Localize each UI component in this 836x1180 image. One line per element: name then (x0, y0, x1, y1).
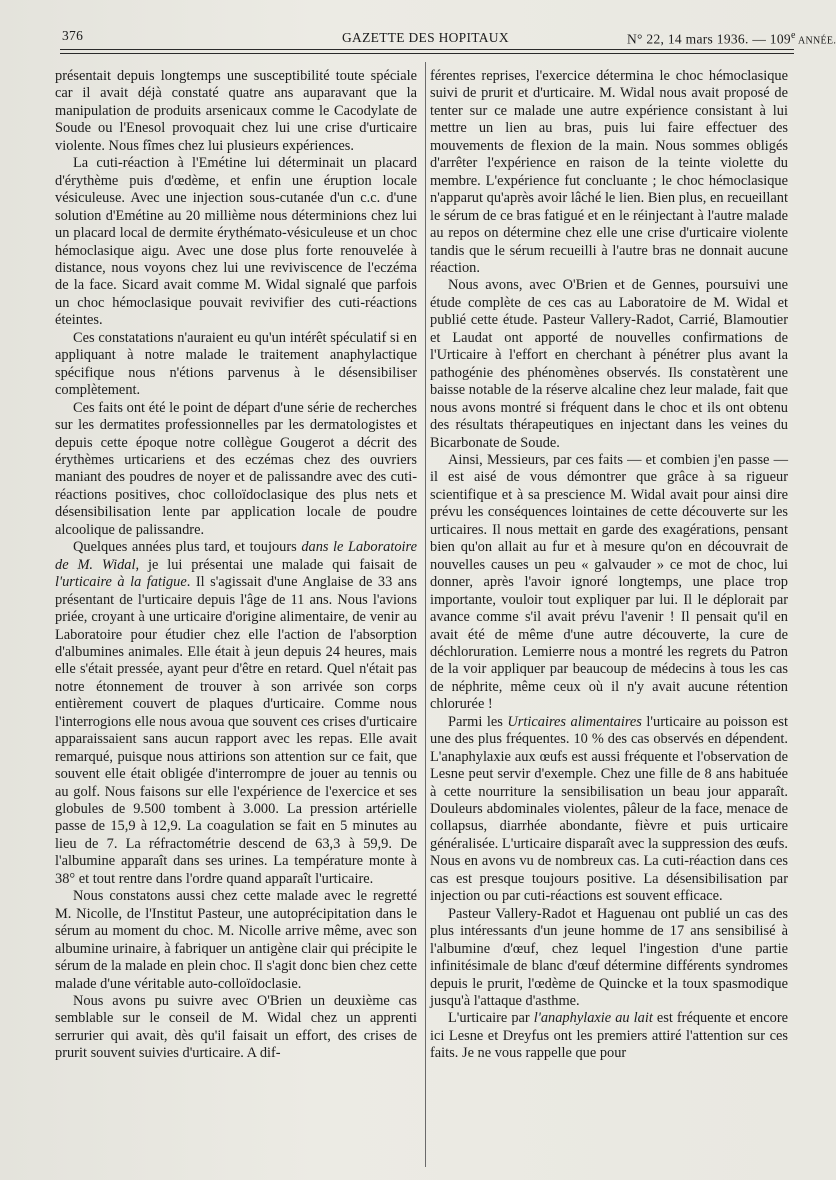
paragraph: Ces faits ont été le point de départ d'une série de recherches sur les dermatites professionnelles par les dermatologistes et depuis cette époque notre collègue Gougerot a décrit des érythèmes urticariens et des eczémas chez des ouvriers maniant des poudres de noyer et de palissandre avec des cuti-réactions positives, choc colloïdoclasique des plus nets et désensibilisation lente par application locale de poudre alcoolique de palissandre. (55, 399, 417, 538)
issue-date: N° 22, 14 mars 1936. — 109 (627, 31, 791, 47)
paragraph: Ces constatations n'auraient eu qu'un intérêt spéculatif si en appliquant à notre malade le traitement anaphylactique spécifique nous n'étions parvenus à le désensibiliser complètement. (55, 329, 417, 399)
paragraph: férentes reprises, l'exercice détermina le choc hémoclasique suivi de prurit et d'urticaire. M. Widal nous avait proposé de tenter sur ce malade une autre expérience consistant à lui mettre un lien au bras, puis lui faire effectuer des mouvements de flexion de la main. Nous sommes obligés d'arrêter l'expérience en raison de la teinte violette du membre. L'expérience fut concluante ; le choc hémoclasique n'apparut qu'après avoir lâché le lien. Bien plus, en recueillant le sérum de ce bras fatigué et en le réinjectant à l'autre malade au repos on détermine chez elle une crise d'urticaire violente tandis que le sérum recueilli à l'autre bras ne donnait aucune réaction. (430, 68, 788, 276)
header-rule-thick (60, 49, 794, 50)
page-number: 376 (62, 28, 84, 43)
right-column (430, 68, 788, 1063)
italic-run: l'anaphylaxie au lait (533, 1010, 653, 1027)
text-run: L'urticaire par (448, 1010, 534, 1027)
paragraph (55, 539, 417, 888)
paragraph: Nous constatons aussi chez cette malade avec le regretté M. Nicolle, de l'Institut Pasteur, une autoprécipitation dans le sérum au moment du choc. M. Nicolle arrive même, avec son albumine urinaire, à fabriquer un antigène clair qui précipite le sérum de la malade en plein choc. Il s'agit donc bien chez cette malade d'une véritable auto-colloïdoclasie. (55, 888, 417, 992)
text-run: . Il s'agissait d'une Anglaise de 33 ans présentant de l'urticaire depuis l'âge de 11 ans. Nous l'avions priée, croyant à une urticaire d'origine alimentaire, de venir au Laboratoire pour étudier chez elle l'action de l'absorption d'albumines animales. Elle était à jeun depuis 24 heures, mais elle s'était pressée, ayant peur d'être en retard. Quel n'était pas notre étonnement de trouver à son arrivée son corps entièrement couvert de plaques d'urticaire. Comme nous l'interrogions elle nous avoua que souvent ces crises d'urticaire apparaissaient sans aucun rapport avec les repas. Elle avait remarqué, puisque nous attirions son attention sur ce fait, que souvent elle était obligée d'interrompre de jouer au tennis ou au golf. Nous faisons sur elle l'expérience de l'exercice et ses globules de 9.500 tombent à 3.000. La pression artérielle passe de 15,9 à 12,9. La coagulation se fait en 5 minutes au lieu de 7. La réfractométrie descend de 63,3 à 59,9. De l'albumine apparaît dans ses urines. La température monte à 38° et tout rentre dans l'ordre quand apparaît l'urticaire. (55, 574, 417, 887)
paragraph: présentait depuis longtemps une susceptibilité toute spéciale car il avait déjà constaté quatre ans auparavant que la manipulation de produits arsenicaux comme le Cacodylate de Soude ou l'Enesol provoquait chez lui une crise d'urticaire violente. Nous fîmes chez lui plusieurs expériences. (55, 68, 417, 154)
running-header (62, 24, 836, 47)
paragraph: Pasteur Vallery-Radot et Haguenau ont publié un cas des plus intéressants d'un jeune homme de 17 ans sensibilisé à l'albumine d'œuf, chez lequel l'ingestion d'une partie infinitésimale de blanc d'œuf détermine différents syndromes depuis le prurit, l'œdème de Quincke et la toux spasmodique jusqu'à l'attaque d'asthme. (430, 905, 788, 1010)
issue-ordinal: e (790, 30, 796, 41)
text-run: Parmi les (448, 713, 508, 730)
italic-run: l'urticaire à la fatigue (55, 574, 187, 591)
paragraph: Ainsi, Messieurs, par ces faits — et combien j'en passe — il est aisé de vous démontrer que grâce à sa rigueur scientifique et à sa prescience M. Widal avait pour ainsi dire prévu les conséquences lointaines de cette découverte sur les urticaires. Il nous mettait en garde des exagérations, pensant bien qu'on allait au fur et à mesure qu'on en découvrait de nouvelles causes un peu « galvauder » ce mot de choc, lui donner, après l'avoir ignoré longtemps, une place trop importante, vouloir tout expliquer par lui. Il le déplorait par avance comme s'il avait prévu l'avenir ! Il pensait qu'il en avait été de même d'une autre découverte, la cure de déchloruration. Lemierre nous a montré les regrets du Patron de la voir appliquer par beaucoup de médecins à tous les cas de néphrite, même ceux où il n'y avait aucune rétention chlorurée ! (430, 451, 788, 713)
journal-title: GAZETTE DES HOPITAUX (342, 30, 509, 45)
paragraph: Nous avons pu suivre avec O'Brien un deuxième cas semblable sur le conseil de M. Widal chez un apprenti serrurier qui avait, dès qu'il faisait un effort, des crises de prurit souvent suivies d'urticaire. A dif- (55, 993, 417, 1062)
text-run: , je lui présentai une malade qui faisait de (135, 556, 417, 573)
text-run: est fréquente et encore ici Lesne et Dreyfus ont les premiers attiré l'attention sur ces faits. Je ne vous rappelle que pour (430, 1010, 789, 1062)
header-rule-thin (60, 53, 794, 54)
paragraph (430, 714, 788, 906)
text-run: l'urticaire au poisson est une des plus fréquentes. 10 % des cas observés en dépendent. L'anaphylaxie aux œufs est aussi fréquente et l'observation de Lesne peut servir d'exemple. Chez une fille de 8 ans habituée à cette nourriture la sensibilisation un beau jour apparaît. Douleurs abdominales violentes, pâleur de la face, menace de collapsus, diarrhée abondante, fièvre et puis urticaire généralisée. L'urticaire disparaît avec la suppression des œufs. Nous en avons vu de nombreux cas. La cuti-réaction dans ces cas est presque toujours positive. La désensibilisation par injection ou par cuti-réactions est souvent efficace. (430, 713, 789, 905)
column-divider (425, 62, 426, 1167)
paragraph: La cuti-réaction à l'Emétine lui déterminait un placard d'érythème puis d'œdème, et enfin une éruption locale vésiculeuse. Avec une injection sous-cutanée d'un c.c. d'une solution d'Emétine au 20 millième nous déterminions chez lui un placard local de dermite érythémato-vésiculeuse et un choc hémoclasique aigu. Avec une dose plus forte renouvelée à distance, nous voyons chez lui une reviviscence de l'eczéma de la face. Sicard avait comme M. Widal signalé que parfois un choc hémoclasique pouvait revivifier des cuti-réactions éteintes. (55, 155, 417, 329)
paragraph: Nous avons, avec O'Brien et de Gennes, poursuivi une étude complète de ces cas au Laboratoire de M. Widal et publié cette étude. Pasteur Vallery-Radot, Carrié, Blamoutier et Laudat ont apporté de nouvelles confirmations de l'Urticaire à l'effort en cherchant à pénétrer plus avant la pathogénie des phénomènes observés. Ils constatèrent une baisse notable de la réserve alcaline chez leur malade, fait que nous avons montré si fréquent dans le choc et ils ont obtenu des résultats thérapeutiques en injectant dans les veines du Bicarbonate de Soude. (430, 277, 788, 451)
left-column (55, 68, 417, 1063)
italic-run: dans le Laboratoire de M. Widal (55, 539, 418, 573)
issue-line (627, 30, 836, 48)
italic-run: Urticaires alimentaires (507, 713, 642, 730)
paragraph (430, 1010, 788, 1062)
text-run: Quelques années plus tard, et toujours (73, 539, 302, 556)
issue-suffix: ANNÉE. (795, 35, 836, 47)
